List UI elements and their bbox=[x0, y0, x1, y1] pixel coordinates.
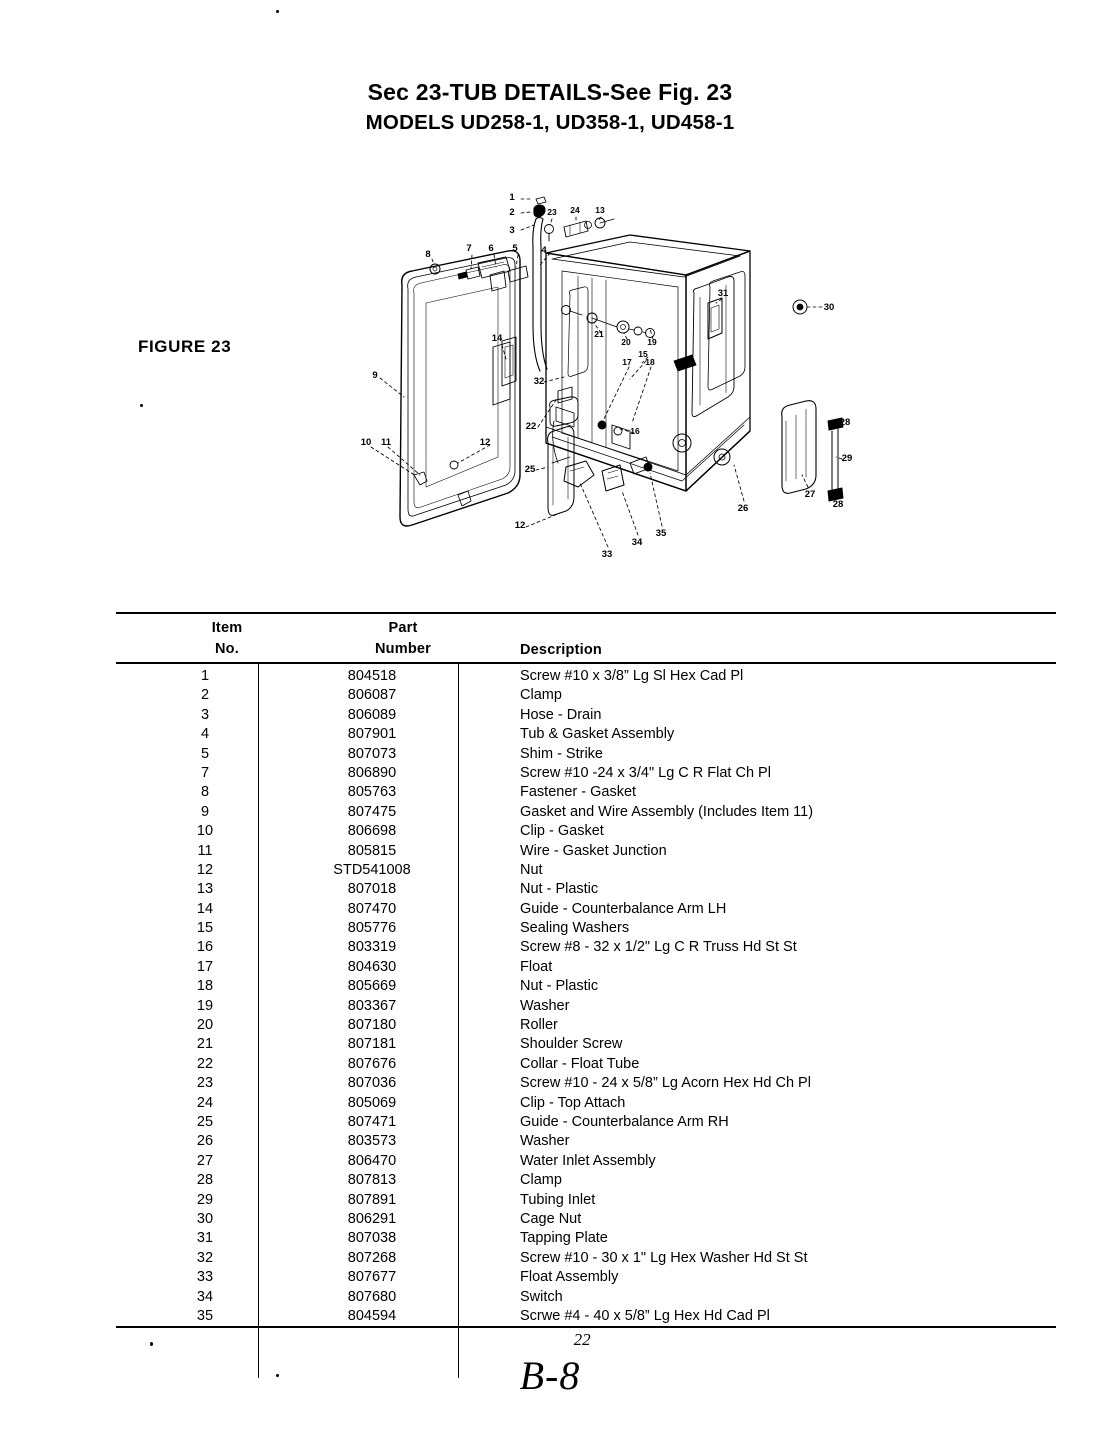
cell-item-no: 34 bbox=[196, 1288, 214, 1305]
svg-text:27: 27 bbox=[804, 489, 816, 500]
cell-description: Clamp bbox=[520, 687, 562, 704]
page-number: B-8 bbox=[519, 1353, 581, 1398]
cell-part-number: 807901 bbox=[347, 726, 397, 743]
svg-text:2: 2 bbox=[509, 207, 515, 218]
svg-text:15: 15 bbox=[638, 349, 648, 359]
cell-description: Roller bbox=[520, 1017, 558, 1034]
cell-part-number: 804594 bbox=[347, 1307, 397, 1324]
cell-description: Tubing Inlet bbox=[520, 1191, 596, 1208]
cell-item-no: 19 bbox=[196, 997, 214, 1014]
cell-part-number: 806087 bbox=[347, 687, 397, 704]
svg-text:21: 21 bbox=[594, 329, 604, 339]
cell-item-no: 14 bbox=[196, 900, 214, 917]
svg-text:24: 24 bbox=[570, 205, 580, 215]
cell-description: Wire - Gasket Junction bbox=[520, 842, 667, 859]
cell-description: Cage Nut bbox=[520, 1210, 582, 1227]
parts-table bbox=[116, 612, 1056, 1328]
svg-text:29: 29 bbox=[841, 453, 853, 464]
cell-part-number: 807268 bbox=[347, 1249, 397, 1266]
cell-part-number: 807891 bbox=[347, 1191, 397, 1208]
cell-item-no: 32 bbox=[196, 1249, 214, 1266]
svg-text:5: 5 bbox=[512, 243, 518, 254]
table-row bbox=[116, 997, 1056, 1016]
exploded-parts-diagram bbox=[330, 175, 890, 570]
column-header-description: Description bbox=[520, 642, 602, 658]
cell-part-number: 804518 bbox=[347, 668, 397, 684]
table-row bbox=[116, 706, 1056, 725]
cell-part-number: 804630 bbox=[347, 958, 397, 975]
svg-text:17: 17 bbox=[622, 357, 632, 367]
cell-description: Float bbox=[520, 958, 553, 975]
svg-text:7: 7 bbox=[466, 243, 472, 254]
cell-part-number: 805669 bbox=[347, 978, 397, 995]
table-row bbox=[116, 1016, 1056, 1035]
table-row bbox=[116, 1152, 1056, 1171]
svg-text:10: 10 bbox=[360, 437, 372, 448]
scan-artifact bbox=[150, 1342, 153, 1346]
svg-text:33: 33 bbox=[601, 549, 613, 560]
cell-item-no: 16 bbox=[196, 939, 214, 956]
cell-part-number: 807475 bbox=[347, 803, 397, 820]
cell-description: Shoulder Screw bbox=[520, 1036, 623, 1053]
table-row bbox=[116, 977, 1056, 996]
top-attach-clips bbox=[545, 218, 615, 241]
part-header-line2: Number bbox=[375, 640, 431, 657]
cell-description: Hose - Drain bbox=[520, 706, 602, 723]
cell-description: Switch bbox=[520, 1288, 563, 1305]
cell-description: Nut bbox=[520, 861, 543, 878]
table-row bbox=[116, 1171, 1056, 1190]
table-row bbox=[116, 1249, 1056, 1268]
cell-part-number: 807038 bbox=[347, 1230, 397, 1247]
cell-part-number: 805815 bbox=[347, 842, 397, 859]
cell-description: Nut - Plastic bbox=[520, 978, 599, 995]
cell-item-no: 30 bbox=[196, 1210, 214, 1227]
svg-text:9: 9 bbox=[372, 370, 378, 381]
table-row bbox=[116, 1094, 1056, 1113]
svg-text:3: 3 bbox=[509, 225, 515, 236]
svg-text:12: 12 bbox=[514, 520, 526, 531]
cell-item-no: 8 bbox=[200, 784, 210, 801]
cell-item-no: 17 bbox=[196, 958, 214, 975]
svg-text:35: 35 bbox=[655, 528, 667, 539]
cell-description: Fastener - Gasket bbox=[520, 784, 637, 801]
table-row bbox=[116, 1288, 1056, 1307]
cell-item-no: 25 bbox=[196, 1113, 214, 1130]
cell-part-number: STD541008 bbox=[333, 861, 411, 878]
column-header-item-no bbox=[152, 618, 302, 659]
page-subtitle: MODELS UD258-1, UD358-1, UD458-1 bbox=[365, 110, 735, 134]
cell-description: Clamp bbox=[520, 1172, 562, 1189]
table-row bbox=[116, 1229, 1056, 1248]
cell-part-number: 807018 bbox=[347, 881, 397, 898]
cell-item-no: 2 bbox=[200, 687, 210, 704]
cell-description: Screw #10 x 3/8” Lg Sl Hex Cad Pl bbox=[520, 668, 744, 684]
cell-part-number: 803319 bbox=[347, 939, 397, 956]
table-row bbox=[116, 880, 1056, 899]
cell-part-number: 807471 bbox=[347, 1113, 397, 1130]
table-row bbox=[116, 686, 1056, 705]
table-row bbox=[116, 822, 1056, 841]
svg-text:19: 19 bbox=[647, 337, 657, 347]
column-header-part-number bbox=[312, 618, 494, 659]
scan-artifact bbox=[276, 10, 279, 13]
cell-item-no: 23 bbox=[196, 1075, 214, 1092]
item-header-line2: No. bbox=[215, 640, 239, 657]
part-header-line1: Part bbox=[388, 620, 418, 636]
cell-part-number: 807180 bbox=[347, 1017, 397, 1034]
table-row bbox=[116, 1191, 1056, 1210]
table-header-row bbox=[116, 614, 1056, 662]
water-inlet-assembly bbox=[673, 401, 843, 501]
cell-description: Guide - Counterbalance Arm RH bbox=[520, 1113, 729, 1130]
cell-description: Screw #8 - 32 x 1/2" Lg C R Truss Hd St St bbox=[520, 939, 797, 956]
table-row bbox=[116, 842, 1056, 861]
table-row bbox=[116, 861, 1056, 880]
table-row bbox=[116, 725, 1056, 744]
svg-text:30: 30 bbox=[823, 302, 835, 313]
cell-item-no: 4 bbox=[200, 726, 210, 743]
svg-text:23: 23 bbox=[547, 207, 557, 217]
svg-text:12: 12 bbox=[479, 437, 491, 448]
svg-text:18: 18 bbox=[645, 357, 655, 367]
cell-item-no: 22 bbox=[196, 1055, 214, 1072]
cell-description: Sealing Washers bbox=[520, 920, 630, 937]
table-row bbox=[116, 1210, 1056, 1229]
svg-text:4: 4 bbox=[541, 245, 547, 256]
cell-part-number: 807680 bbox=[347, 1288, 397, 1305]
cell-part-number: 806890 bbox=[347, 764, 397, 781]
svg-text:1: 1 bbox=[509, 192, 515, 203]
callout-leader-lines bbox=[371, 199, 842, 547]
cell-item-no: 1 bbox=[200, 668, 210, 684]
table-row bbox=[116, 1132, 1056, 1151]
page-footer bbox=[0, 1330, 1100, 1399]
cell-item-no: 15 bbox=[196, 920, 214, 937]
svg-text:8: 8 bbox=[425, 249, 431, 260]
table-row bbox=[116, 667, 1056, 686]
table-row bbox=[116, 803, 1056, 822]
cell-part-number: 807813 bbox=[347, 1172, 397, 1189]
scan-artifact bbox=[140, 404, 143, 407]
cell-part-number: 807676 bbox=[347, 1055, 397, 1072]
cell-part-number: 807470 bbox=[347, 900, 397, 917]
cell-description: Guide - Counterbalance Arm LH bbox=[520, 900, 727, 917]
cell-description: Tapping Plate bbox=[520, 1230, 608, 1247]
svg-text:20: 20 bbox=[621, 337, 631, 347]
cell-part-number: 806089 bbox=[347, 706, 397, 723]
cell-description: Gasket and Wire Assembly (Includes Item 11) bbox=[520, 803, 814, 820]
svg-text:11: 11 bbox=[380, 437, 392, 448]
table-row bbox=[116, 1055, 1056, 1074]
cell-item-no: 29 bbox=[196, 1191, 214, 1208]
cell-item-no: 7 bbox=[200, 764, 210, 781]
cell-item-no: 28 bbox=[196, 1172, 214, 1189]
cell-item-no: 9 bbox=[200, 803, 210, 820]
scan-artifact bbox=[276, 1374, 279, 1377]
cell-part-number: 803367 bbox=[347, 997, 397, 1014]
cell-item-no: 3 bbox=[200, 706, 210, 723]
figure-label: FIGURE 23 bbox=[138, 337, 232, 356]
cell-description: Washer bbox=[520, 997, 570, 1014]
door-gasket-assembly bbox=[400, 251, 520, 526]
cell-part-number: 807073 bbox=[347, 745, 397, 762]
cell-description: Scrwe #4 - 40 x 5/8” Lg Hex Hd Cad Pl bbox=[520, 1307, 770, 1324]
table-row bbox=[116, 1268, 1056, 1287]
table-row bbox=[116, 1113, 1056, 1132]
cell-part-number: 806698 bbox=[347, 823, 397, 840]
item-header-line1: Item bbox=[211, 620, 243, 636]
svg-text:16: 16 bbox=[630, 426, 640, 436]
table-row bbox=[116, 764, 1056, 783]
table-row bbox=[116, 919, 1056, 938]
svg-text:31: 31 bbox=[717, 288, 729, 299]
cell-description: Nut - Plastic bbox=[520, 881, 599, 898]
table-row bbox=[116, 1307, 1056, 1326]
svg-text:13: 13 bbox=[595, 205, 605, 215]
cell-part-number: 805763 bbox=[347, 784, 397, 801]
svg-text:22: 22 bbox=[525, 421, 537, 432]
cell-item-no: 11 bbox=[197, 842, 213, 859]
table-body bbox=[116, 664, 1056, 1326]
cell-description: Screw #10 - 30 x 1" Lg Hex Washer Hd St St bbox=[520, 1249, 808, 1266]
page-number-stamp bbox=[519, 1330, 591, 1399]
cell-part-number: 807677 bbox=[347, 1269, 397, 1286]
cell-item-no: 20 bbox=[196, 1017, 214, 1034]
svg-text:32: 32 bbox=[533, 376, 545, 387]
cell-item-no: 31 bbox=[196, 1230, 214, 1247]
table-row bbox=[116, 900, 1056, 919]
page-title: Sec 23-TUB DETAILS-See Fig. 23 bbox=[367, 79, 733, 105]
table-row bbox=[116, 1035, 1056, 1054]
float-assembly bbox=[550, 387, 652, 491]
cell-description: Shim - Strike bbox=[520, 745, 603, 762]
svg-text:28: 28 bbox=[839, 417, 851, 428]
hinge-strike-hardware bbox=[430, 257, 528, 291]
table-row bbox=[116, 783, 1056, 802]
cell-item-no: 33 bbox=[196, 1269, 214, 1286]
cell-item-no: 13 bbox=[196, 881, 214, 898]
cell-item-no: 26 bbox=[196, 1133, 214, 1150]
cell-description: Screw #10 - 24 x 5/8” Lg Acorn Hex Hd Ch Pl bbox=[520, 1075, 811, 1092]
cell-part-number: 807036 bbox=[347, 1075, 397, 1092]
cell-part-number: 805776 bbox=[347, 920, 397, 937]
cell-description: Float Assembly bbox=[520, 1269, 619, 1286]
svg-text:34: 34 bbox=[631, 537, 643, 548]
cell-description: Tub & Gasket Assembly bbox=[520, 726, 675, 743]
cell-description: Water Inlet Assembly bbox=[520, 1152, 656, 1169]
cell-part-number: 803573 bbox=[347, 1133, 397, 1150]
cell-description: Clip - Gasket bbox=[520, 823, 604, 840]
table-row bbox=[116, 958, 1056, 977]
cell-item-no: 18 bbox=[196, 978, 214, 995]
cell-description: Washer bbox=[520, 1133, 570, 1150]
roller-assembly bbox=[562, 306, 655, 338]
cell-item-no: 21 bbox=[196, 1036, 214, 1053]
cell-part-number: 806291 bbox=[347, 1210, 397, 1227]
svg-text:28: 28 bbox=[832, 499, 844, 510]
cell-description: Clip - Top Attach bbox=[520, 1094, 626, 1111]
table-row bbox=[116, 1074, 1056, 1093]
table-bottom-rule bbox=[116, 1326, 1056, 1328]
page-number-superscript: 22 bbox=[573, 1330, 591, 1349]
cell-item-no: 12 bbox=[196, 861, 214, 878]
cell-part-number: 805069 bbox=[347, 1094, 397, 1111]
drain-hose-assembly bbox=[533, 197, 547, 371]
cell-item-no: 35 bbox=[196, 1307, 214, 1324]
cell-part-number: 807181 bbox=[347, 1036, 397, 1053]
svg-text:14: 14 bbox=[491, 333, 503, 344]
cell-description: Screw #10 -24 x 3/4" Lg C R Flat Ch Pl bbox=[520, 764, 771, 781]
cell-item-no: 10 bbox=[196, 823, 214, 840]
cell-item-no: 27 bbox=[196, 1152, 214, 1169]
table-row bbox=[116, 745, 1056, 764]
title-block bbox=[0, 78, 1100, 136]
svg-text:6: 6 bbox=[488, 243, 494, 254]
table-row bbox=[116, 938, 1056, 957]
svg-text:26: 26 bbox=[737, 503, 749, 514]
cell-item-no: 24 bbox=[196, 1094, 214, 1111]
svg-text:25: 25 bbox=[524, 464, 536, 475]
cell-description: Collar - Float Tube bbox=[520, 1055, 640, 1072]
cell-item-no: 5 bbox=[200, 745, 210, 762]
cell-part-number: 806470 bbox=[347, 1152, 397, 1169]
